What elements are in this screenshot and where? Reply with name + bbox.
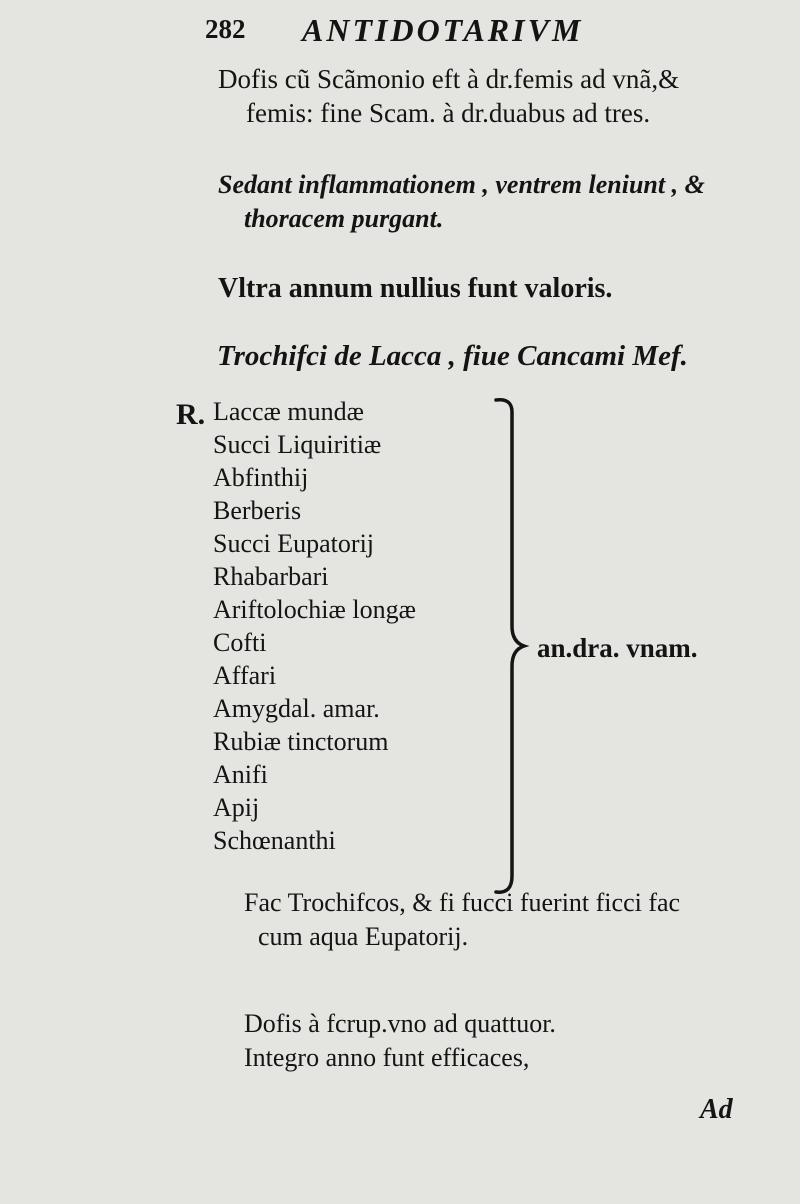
instructions-line-1: Fac Trochifcos, & fi fucci fuerint ficci fac	[244, 888, 681, 917]
dosis-line-1: Dofis cũ Scãmonio eft à dr.femis ad vnã,&	[218, 64, 680, 94]
ingredient-item: Abfinthij	[213, 463, 309, 492]
quantity-label: an.dra. vnam.	[537, 633, 698, 663]
recipe-mark: R.	[176, 398, 206, 431]
running-title: ANTIDOTARIVM	[302, 12, 584, 48]
dose-line-1: Dofis à fcrup.vno ad quattuor.	[244, 1009, 556, 1038]
page-number: 282	[205, 14, 246, 44]
sedant-line-2: thoracem purgant.	[244, 204, 444, 233]
ingredient-item: Anifi	[213, 760, 268, 789]
ingredient-item: Ariftolochiæ longæ	[213, 595, 416, 624]
ingredient-item: Berberis	[213, 496, 302, 525]
sedant-line-1: Sedant inflammationem , ventrem leniunt , &	[218, 170, 705, 199]
ingredient-item: Succi Liquiritiæ	[213, 430, 382, 459]
catchword: Ad	[700, 1094, 733, 1125]
ingredient-item: Rhabarbari	[213, 562, 329, 591]
ultra-annum-line: Vltra annum nullius funt valoris.	[218, 273, 613, 304]
ingredient-item: Laccæ mundæ	[213, 397, 364, 426]
ingredient-item: Affari	[213, 661, 277, 690]
ingredient-item: Cofti	[213, 628, 267, 657]
ingredient-item: Rubiæ tinctorum	[213, 727, 389, 756]
ingredient-item: Amygdal. amar.	[213, 694, 380, 723]
instructions-line-2: cum aqua Eupatorij.	[258, 922, 469, 951]
ingredients-brace	[490, 396, 530, 898]
dose-line-2: Integro anno funt efficaces,	[244, 1043, 530, 1072]
ingredient-item: Schœnanthi	[213, 826, 336, 855]
dosis-line-2: femis: fine Scam. à dr.duabus ad tres.	[246, 98, 651, 128]
recipe-heading: Trochifci de Lacca , fiue Cancami Mef.	[217, 340, 688, 372]
ingredient-item: Apij	[213, 793, 260, 822]
ingredient-item: Succi Eupatorij	[213, 529, 375, 558]
